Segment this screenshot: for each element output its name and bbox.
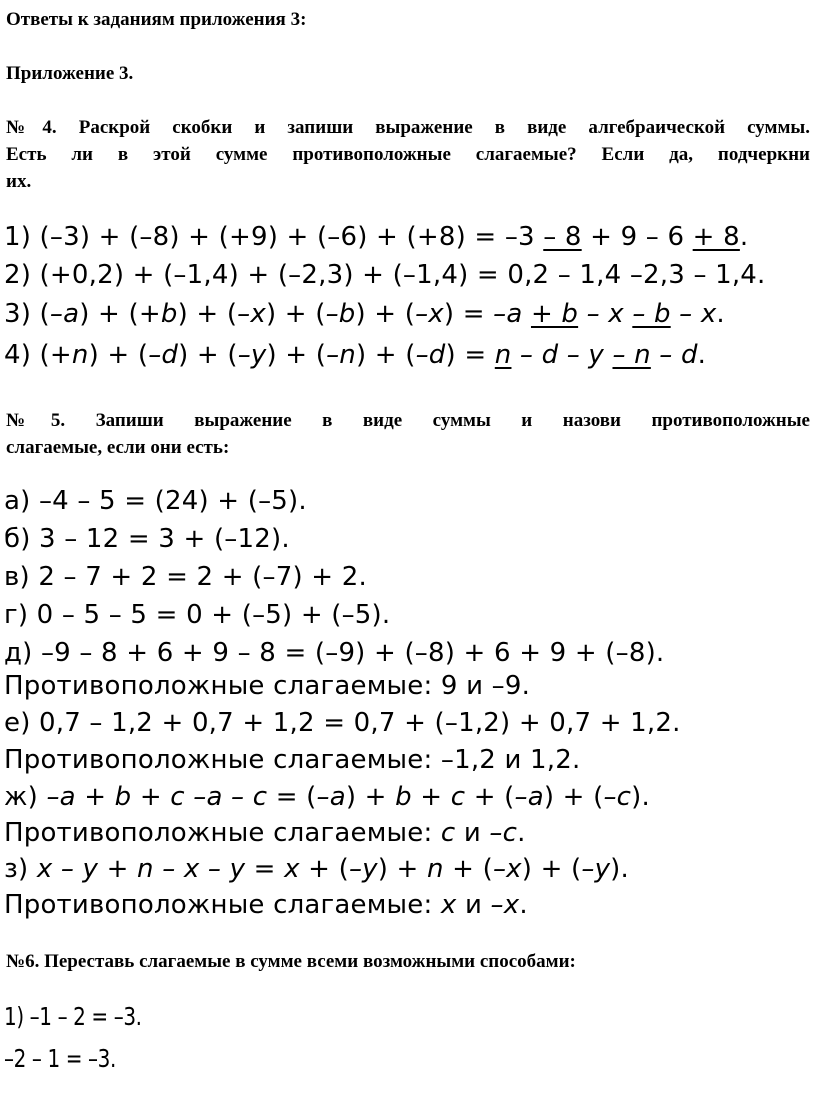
task5-answer-zh: ж) –a + b + c –a – c = (–a) + b + c + (–a) + (–c). <box>4 782 650 812</box>
underlined-term: – b <box>632 299 671 329</box>
task6-answer-1: 1) –1 – 2 = –3. <box>4 1002 142 1031</box>
task4-answer-3: 3) (–a) + (+b) + (–x) + (–b) + (–x) = –a + b – x – b – x. <box>4 299 725 329</box>
task5-answer-d: д) –9 – 8 + 6 + 9 – 8 = (–9) + (–8) + 6 + 9 + (–8). <box>4 638 665 668</box>
task5-heading-line1: №5. Запиши выражение в виде суммы и назови противоположные <box>6 410 810 431</box>
task5-answer-z: з) x – y + n – x – y = x + (–y) + n + (–x) + (–y). <box>4 854 629 884</box>
appendix-heading: Приложение 3. <box>6 63 134 84</box>
task5-answer-a: а) –4 – 5 = (24) + (–5). <box>4 486 307 516</box>
task6-heading: №6. Переставь слагаемые в сумме всеми возможными способами: <box>6 951 576 972</box>
task5-opposites-e: Противоположные слагаемые: –1,2 и 1,2. <box>4 745 581 775</box>
task5-heading-line2: слагаемые, если они есть: <box>6 437 230 458</box>
document-title: Ответы к заданиям приложения 3: <box>6 9 307 30</box>
task4-heading-line1: №4. Раскрой скобки и запиши выражение в виде алгебраической суммы. <box>6 117 810 138</box>
task4-heading-line3: их. <box>6 171 32 192</box>
task5-answer-e: е) 0,7 – 1,2 + 0,7 + 1,2 = 0,7 + (–1,2) + 0,7 + 1,2. <box>4 708 681 738</box>
task5-answer-g: г) 0 – 5 – 5 = 0 + (–5) + (–5). <box>4 600 391 630</box>
underlined-term: – 8 <box>543 222 582 252</box>
underlined-term: – n <box>612 340 651 370</box>
task5-opposites-zh: Противоположные слагаемые: c и –c. <box>4 818 526 848</box>
underlined-term: n <box>494 340 512 370</box>
task4-answer-2: 2) (+0,2) + (–1,4) + (–2,3) + (–1,4) = 0,2 – 1,4 –2,3 – 1,4. <box>4 260 766 290</box>
task5-answer-b: б) 3 – 12 = 3 + (–12). <box>4 524 290 554</box>
underlined-term: + 8 <box>692 222 740 252</box>
task6-answer-2: –2 – 1 = –3. <box>4 1044 116 1073</box>
task5-opposites-d: Противоположные слагаемые: 9 и –9. <box>4 671 531 701</box>
underlined-term: + b <box>530 299 579 329</box>
task5-answer-v: в) 2 – 7 + 2 = 2 + (–7) + 2. <box>4 562 367 592</box>
task4-answer-1: 1) (–3) + (–8) + (+9) + (–6) + (+8) = –3 – 8 + 9 – 6 + 8. <box>4 222 749 252</box>
task4-answer-4: 4) (+n) + (–d) + (–y) + (–n) + (–d) = n – d – y – n – d. <box>4 340 707 370</box>
task4-heading-line2: Есть ли в этой сумме противоположные слагаемые? Если да, подчеркни <box>6 144 810 165</box>
task5-opposites-z: Противоположные слагаемые: x и –x. <box>4 890 528 920</box>
